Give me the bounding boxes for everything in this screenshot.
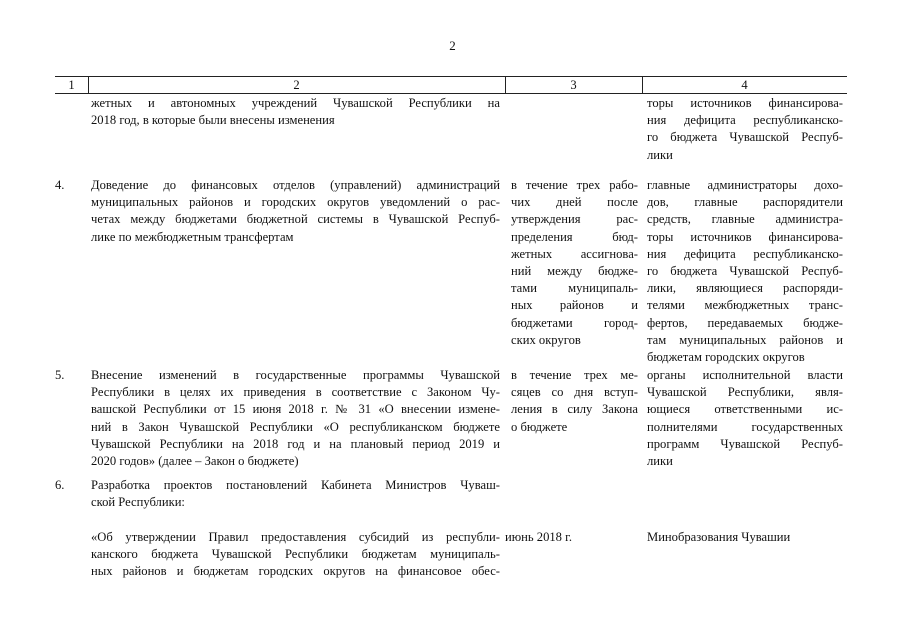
- table-header-bottom-border: [55, 93, 847, 94]
- row-continuation-description: жетных и автономных учреждений Чувашской Республики на 2018 год, в которые были внесены изменения: [91, 96, 500, 128]
- column-header-1: 1: [68, 78, 75, 92]
- row-continuation-responsible: торы источников финансирова- ния дефицита республиканско- го бюджета Чувашской Респуб- лики: [647, 96, 843, 162]
- row-4-responsible: главные администраторы дохо- дов, главные распорядители средств, главные администра- торы источников финансирова- ния дефицита республиканско- го бюджета Чувашской Респуб- лики, являющиеся распоряди- телями межбюджетных транс- фертов, передаваемых бюдже- там муниципальных районов и бюджетам городских округов: [647, 178, 843, 365]
- row-5-deadline: в течение трех ме- сяцев со дня вступ- ления в силу Закона о бюджете: [511, 368, 638, 434]
- row-6-description: Разработка проектов постановлений Кабинета Министров Чуваш- ской Республики:: [91, 478, 500, 510]
- row-5-responsible: органы исполнительной власти Чувашской Республики, явля- ющиеся ответственными ис- полнителями государственных программ Чувашской Респуб- лики: [647, 368, 843, 469]
- page-number: 2: [449, 38, 456, 53]
- row-5-description: Внесение изменений в государственные программы Чувашской Республики в целях их приведения в соответствие с Законом Чу- вашской Республики от 15 июня 2018 г. № 31 «О внесении измене- ний в Закон Чувашской Республики «О республиканском бюджете Чувашской Республики на 2018 год и на плановый период 2019 и 2020 годов» (далее – Закон о бюджете): [91, 368, 500, 469]
- column-header-3: 3: [570, 78, 577, 92]
- row-6-subitem-responsible: Минобразования Чувашии: [647, 530, 791, 544]
- row-6-subitem-description: «Об утверждении Правил предоставления субсидий из республи- канского бюджета Чувашской Республики бюджетам муниципаль- ных районов и бюджетам городских округов на финансовое обес-: [91, 530, 500, 579]
- row-6-number: 6.: [55, 478, 65, 492]
- column-header-4: 4: [741, 78, 748, 92]
- column-header-2: 2: [293, 78, 300, 92]
- row-4-deadline: в течение трех рабо- чих дней после утверждения рас- пределения бюд- жетных ассигнова- ний между бюдже- тами муниципаль- ных районов и бюджетами город- ских округов: [511, 178, 638, 347]
- row-6-subitem-deadline: июнь 2018 г.: [505, 530, 573, 544]
- row-4-number: 4.: [55, 178, 65, 192]
- row-5-number: 5.: [55, 368, 65, 382]
- row-4-description: Доведение до финансовых отделов (управлений) администраций муниципальных районов и городских округов уведомлений о рас- четах между бюджетами бюджетной системы в Чувашской Респуб- лике по межбюджетным трансфертам: [91, 178, 500, 244]
